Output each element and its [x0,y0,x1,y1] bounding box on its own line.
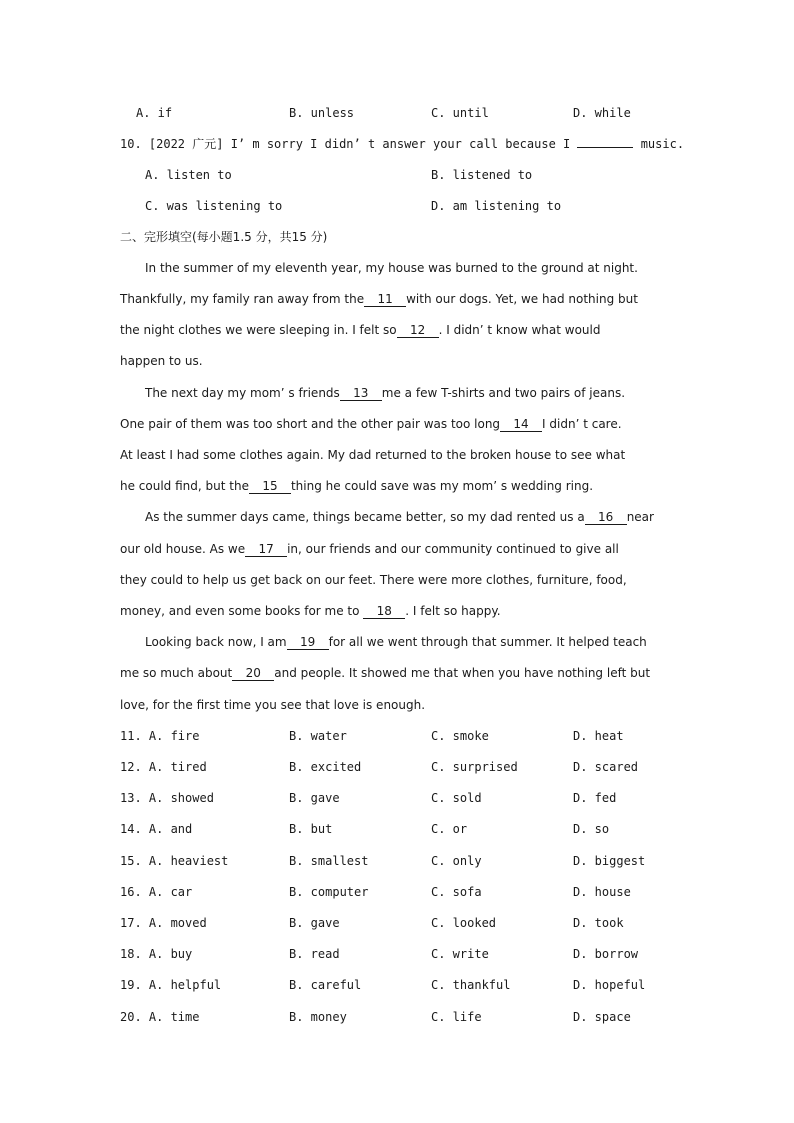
passage-text: me a few T-shirts and two pairs of jeans. [381,386,626,400]
question-15-option-d: D. biggest [573,854,646,868]
question-17-option-a: 17. A. moved [120,916,207,930]
passage-line [120,540,619,558]
question-20-option-c: C. life [431,1010,482,1024]
question-18-option-b: B. read [289,947,340,961]
q9-option-b: B. unless [289,106,355,120]
blank-13: 13 [340,386,382,401]
passage-text: I didn’ t care. [542,417,622,431]
passage-line: they could to help us get back on our feet. There were more clothes, furniture, food, [120,573,627,587]
passage-line [120,290,638,308]
question-14-option-b: B. but [289,822,333,836]
passage-text: for all we went through that summer. It helped teach [328,635,647,649]
question-19-option-d: D. hopeful [573,978,646,992]
question-17-option-d: D. took [573,916,624,930]
question-20-option-d: D. space [573,1010,631,1024]
question-12-option-c: C. surprised [431,760,518,774]
passage-line [120,415,622,433]
q10-option-d: D. am listening to [431,199,562,213]
question-11-option-a: 11. A. fire [120,729,200,743]
blank-12: 12 [397,323,439,338]
question-15-option-b: B. smallest [289,854,369,868]
q10-stem-after: music. [633,137,685,151]
question-19-option-b: B. careful [289,978,362,992]
question-12-option-b: B. excited [289,760,362,774]
blank-20: 20 [232,666,274,681]
question-18-option-a: 18. A. buy [120,947,193,961]
question-20-option-a: 20. A. time [120,1010,200,1024]
blank-14: 14 [500,417,542,432]
question-12-option-a: 12. A. tired [120,760,207,774]
question-13-option-c: C. sold [431,791,482,805]
passage-text: me so much about [120,666,233,680]
question-13-option-a: 13. A. showed [120,791,214,805]
q10-option-c: C. was listening to [145,199,283,213]
blank-15: 15 [249,479,291,494]
passage-text: our old house. As we [120,542,246,556]
q10-stem [120,135,684,153]
question-16-option-a: 16. A. car [120,885,193,899]
blank-17: 17 [245,542,287,557]
passage-line: At least I had some clothes again. My dad returned to the broken house to see what [120,448,626,462]
passage-line [120,477,593,495]
question-12-option-d: D. scared [573,760,639,774]
q10-stem-before: 10. [2022 广元] I’ m sorry I didn’ t answer your call because I [120,137,578,151]
q9-option-d: D. while [573,106,631,120]
passage-text: thing he could save was my mom’ s wedding ring. [290,479,594,493]
passage-text: near [626,510,654,524]
question-16-option-c: C. sofa [431,885,482,899]
question-14-option-d: D. so [573,822,610,836]
blank-19: 19 [287,635,329,650]
passage-text: As the summer days came, things became better, so my dad rented us a [145,510,585,524]
passage-line: In the summer of my eleventh year, my house was burned to the ground at night. [145,261,638,275]
passage-text: The next day my mom’ s friends [145,386,340,400]
question-16-option-d: D. house [573,885,631,899]
question-15-option-c: C. only [431,854,482,868]
passage-line [120,602,501,620]
passage-text: he could find, but the [120,479,249,493]
question-19-option-c: C. thankful [431,978,511,992]
passage-line [120,321,600,339]
passage-line [145,633,647,651]
passage-text: money, and even some books for me to [120,604,364,618]
passage-text: Looking back now, I am [145,635,287,649]
question-14-option-c: C. or [431,822,468,836]
q10-option-a: A. listen to [145,168,232,182]
question-11-option-b: B. water [289,729,347,743]
question-18-option-c: C. write [431,947,489,961]
q9-option-c: C. until [431,106,489,120]
blank-11: 11 [364,292,406,307]
question-11-option-d: D. heat [573,729,624,743]
question-17-option-c: C. looked [431,916,497,930]
passage-line [120,664,650,682]
question-13-option-b: B. gave [289,791,340,805]
passage-text: and people. It showed me that when you have nothing left but [274,666,651,680]
question-19-option-a: 19. A. helpful [120,978,222,992]
passage-line: love, for the first time you see that love is enough. [120,698,426,712]
q10-option-b: B. listened to [431,168,533,182]
passage-text: One pair of them was too short and the other pair was too long [120,417,501,431]
passage-line [145,508,654,526]
passage-text: . I felt so happy. [405,604,501,618]
blank-16: 16 [585,510,627,525]
question-17-option-b: B. gave [289,916,340,930]
question-13-option-d: D. fed [573,791,617,805]
q9-option-a: A. if [136,106,173,120]
blank-18: 18 [363,604,405,619]
question-16-option-b: B. computer [289,885,369,899]
passage-text: in, our friends and our community continued to give all [287,542,619,556]
passage-text: . I didn’ t know what would [438,323,601,337]
question-14-option-a: 14. A. and [120,822,193,836]
question-18-option-d: D. borrow [573,947,639,961]
section-title: 二、完形填空(每小题1.5 分，共15 分) [120,230,328,244]
passage-text: the night clothes we were sleeping in. I felt so [120,323,397,337]
passage-line: happen to us. [120,354,203,368]
passage-line [145,384,625,402]
question-15-option-a: 15. A. heaviest [120,854,229,868]
passage-text: Thankfully, my family ran away from the [120,292,365,306]
passage-text: with our dogs. Yet, we had nothing but [406,292,638,306]
question-20-option-b: B. money [289,1010,347,1024]
q10-blank [577,147,633,148]
question-11-option-c: C. smoke [431,729,489,743]
